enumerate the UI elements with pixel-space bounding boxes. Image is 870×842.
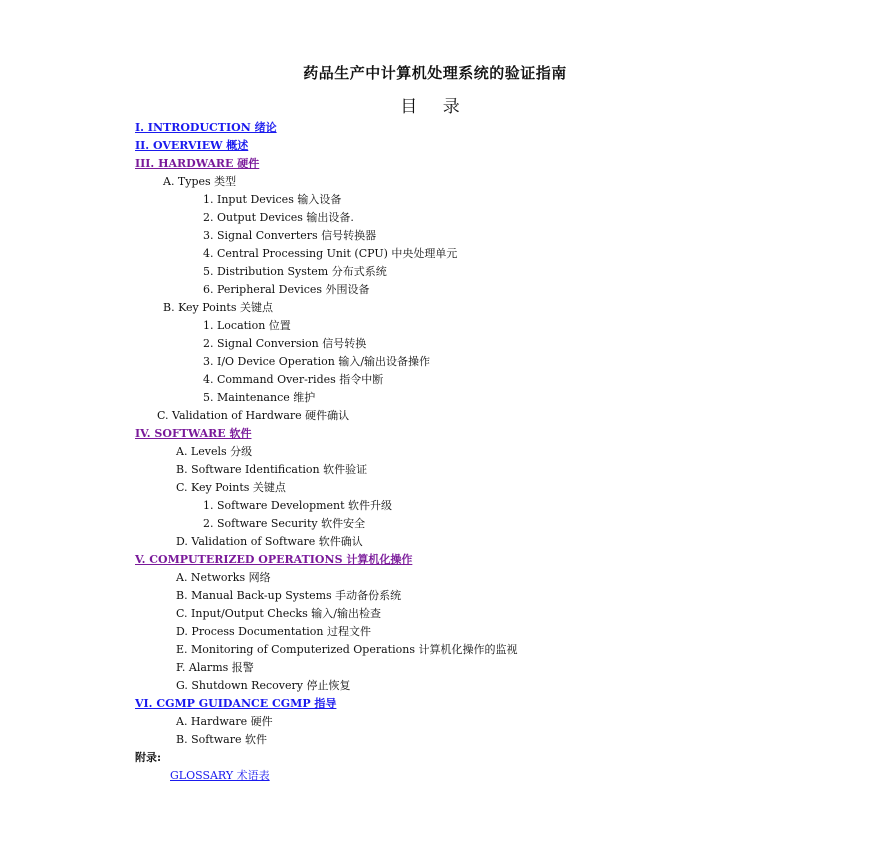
toc-item-hardware-types: A. Types 类型 xyxy=(163,175,237,188)
toc-item-software-security: 2. Software Security 软件安全 xyxy=(203,517,366,530)
toc-heading: 目 录 xyxy=(400,97,470,117)
appendix-label: 附录: xyxy=(135,751,162,764)
toc-item-distribution-system: 5. Distribution System 分布式系统 xyxy=(203,265,387,278)
toc-item-software-key-points: C. Key Points 关键点 xyxy=(176,481,286,494)
toc-item-cpu: 4. Central Processing Unit (CPU) 中央处理单元 xyxy=(203,247,458,260)
toc-item-signal-conversion: 2. Signal Conversion 信号转换 xyxy=(203,337,367,350)
toc-item-process-documentation: D. Process Documentation 过程文件 xyxy=(176,625,371,638)
toc-item-validation-software: D. Validation of Software 软件确认 xyxy=(176,535,363,548)
toc-link-hardware[interactable]: III. HARDWARE 硬件 xyxy=(135,157,260,170)
toc-item-software-development: 1. Software Development 软件升级 xyxy=(203,499,393,512)
toc-item-software-identification: B. Software Identification 软件验证 xyxy=(176,463,368,476)
toc-link-introduction[interactable]: I. INTRODUCTION 绪论 xyxy=(135,121,277,134)
toc-link-cgmp-guidance[interactable]: VI. CGMP GUIDANCE CGMP 指导 xyxy=(135,697,337,710)
toc-item-networks: A. Networks 网络 xyxy=(176,571,271,584)
toc-item-command-overrides: 4. Command Over-rides 指令中断 xyxy=(203,373,384,386)
toc-item-location: 1. Location 位置 xyxy=(203,319,291,332)
toc-item-cgmp-hardware: A. Hardware 硬件 xyxy=(176,715,273,728)
toc-item-signal-converters: 3. Signal Converters 信号转换器 xyxy=(203,229,377,242)
toc-item-cgmp-software: B. Software 软件 xyxy=(176,733,267,746)
toc-item-validation-hardware: C. Validation of Hardware 硬件确认 xyxy=(157,409,350,422)
toc-item-peripheral-devices: 6. Peripheral Devices 外围设备 xyxy=(203,283,370,296)
toc-item-io-checks: C. Input/Output Checks 输入/输出检查 xyxy=(176,607,381,620)
document-title: 药品生产中计算机处理系统的验证指南 xyxy=(303,64,567,82)
toc-item-alarms: F. Alarms 报警 xyxy=(176,661,254,674)
toc-item-shutdown-recovery: G. Shutdown Recovery 停止恢复 xyxy=(176,679,351,692)
toc-link-software[interactable]: IV. SOFTWARE 软件 xyxy=(135,427,252,440)
toc-link-computerized-operations[interactable]: V. COMPUTERIZED OPERATIONS 计算机化操作 xyxy=(135,553,413,566)
toc-item-input-devices: 1. Input Devices 输入设备 xyxy=(203,193,342,206)
toc-link-overview[interactable]: II. OVERVIEW 概述 xyxy=(135,139,249,152)
toc-item-hardware-key-points: B. Key Points 关键点 xyxy=(163,301,273,314)
toc-item-io-device-operation: 3. I/O Device Operation 输入/输出设备操作 xyxy=(203,355,431,368)
toc-item-maintenance: 5. Maintenance 维护 xyxy=(203,391,316,404)
toc-item-monitoring: E. Monitoring of Computerized Operations 计算机化操作的监视 xyxy=(176,643,518,656)
toc-item-output-devices: 2. Output Devices 输出设备. xyxy=(203,211,354,224)
toc-item-levels: A. Levels 分级 xyxy=(176,445,253,458)
toc-item-manual-backup: B. Manual Back-up Systems 手动备份系统 xyxy=(176,589,402,602)
toc-link-glossary[interactable]: GLOSSARY 术语表 xyxy=(170,769,270,782)
